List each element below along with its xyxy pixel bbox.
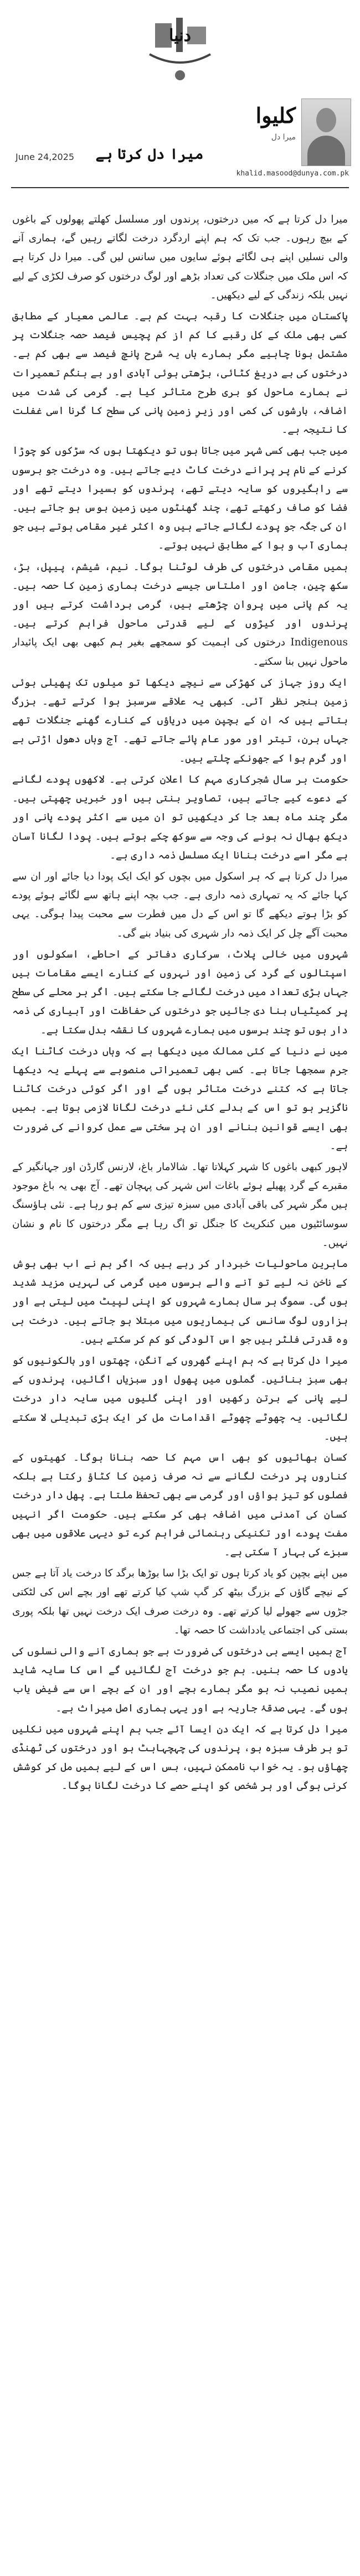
article-paragraph: میرا دل کرتا ہے کہ میں درختوں، پرندوں اور مسلسل کھلتے پھولوں کے باغوں کے بیچ رہوں۔ جب تک کہ ہم اپنے اردگرد درخت لگاتے رہیں گے، ہماری آنے والی نسلیں اپنے ہی لگائے ہوئے سایوں میں سانس لیں گی۔ میرا دل کرتا ہے کہ اس ملک میں جنگلات کی تعداد بڑھے اور لوگ درختوں کو صرف لکڑی کے لیے نہیں بلکہ زندگی کے لیے دیکھیں۔ <box>12 214 348 301</box>
article-headline: میرا دل کرتا ہے <box>95 146 204 163</box>
article-paragraph: لاہور کبھی باغوں کا شہر کہلاتا تھا۔ شالامار باغ، لارنس گارڈن اور جہانگیر کے مقبرے کے گرد پھیلے ہوئے باغات اس شہر کی پہچان تھے۔ آج بھی یہ باغ موجود ہیں مگر شہر کی باقی آبادی میں سبزہ تیزی سے کم ہو رہا ہے۔ نئی ہاؤسنگ سوسائٹیوں میں کنکریٹ کا جنگل تو اگ رہا ہے مگر درختوں کا نام و نشان نہیں۔ <box>12 1161 348 1249</box>
author-email[interactable]: khalid.masood@dunya.com.pk <box>236 169 349 178</box>
newspaper-logo-icon <box>133 4 227 87</box>
article-paragraph: ایک روز جہاز کی کھڑکی سے نیچے دیکھا تو میلوں تک پھیلی ہوئی زمین بنجر نظر آئی۔ کبھی یہ علاقے سرسبز ہوا کرتے تھے۔ بزرگ بتاتے ہیں کہ ان کے بچپن میں دریاؤں کے کنارے گھنے جنگلات تھے جہاں ہرن، تیتر اور مور عام پائے جاتے تھے۔ آج وہاں دھول اڑتی ہے اور گرم ہوا کے جھونکے چلتے ہیں۔ <box>12 676 348 764</box>
article-paragraph: ماہرینِ ماحولیات خبردار کر رہے ہیں کہ اگر ہم نے اب بھی ہوش کے ناخن نہ لیے تو آنے والے برسوں میں گرمی کی لہریں مزید شدید ہوں گی۔ سموگ ہر سال ہمارے شہروں کو اپنی لپیٹ میں لیتی ہے اور ہزاروں لوگ سانس کی بیماریوں میں مبتلا ہو جاتے ہیں۔ درخت ہی وہ قدرتی فلٹر ہیں جو اس آلودگی کو کم کر سکتے ہیں۔ <box>12 1258 348 1346</box>
article-paragraph: میں جب بھی کسی شہر میں جاتا ہوں تو دیکھتا ہوں کہ سڑکوں کو چوڑا کرنے کے نام پر پرانے درخت کاٹ دیے جاتے ہیں۔ وہ درخت جو برسوں سے راہگیروں کو سایہ دیتے تھے، پرندوں کو بسیرا دیتے تھے اور فضا کو صاف رکھتے تھے، چند گھنٹوں میں زمین بوس ہو جاتے ہیں۔ ان کی جگہ جو پودے لگائے جاتے ہیں وہ اکثر غیر مقامی ہوتے ہیں جو ہماری آب و ہوا کے مطابق نہیں ہوتے۔ <box>12 445 348 552</box>
logo-text: دنیا <box>169 26 191 45</box>
article-body <box>12 210 348 2568</box>
article-paragraph: کسان بھائیوں کو بھی اس مہم کا حصہ بنانا ہوگا۔ کھیتوں کے کناروں پر درخت لگانے سے نہ صرف زمین کا کٹاؤ رکتا ہے بلکہ فصلوں کو تیز ہواؤں اور گرمی سے بھی تحفظ ملتا ہے۔ پھل دار درخت کسان کی آمدنی میں اضافہ بھی کر سکتے ہیں۔ حکومت اگر انہیں مفت پودے اور تکنیکی رہنمائی فراہم کرے تو دیہی علاقوں میں بھی سبزے کی بہار آ سکتی ہے۔ <box>12 1452 348 1559</box>
article-paragraph: حکومت ہر سال شجرکاری مہم کا اعلان کرتی ہے۔ لاکھوں پودے لگانے کے دعوے کیے جاتے ہیں، تصاویر بنتی ہیں اور خبریں چھپتی ہیں۔ مگر چند ماہ بعد جا کر دیکھیں تو ان میں سے اکثر پودے پانی اور دیکھ بھال نہ ہونے کی وجہ سے سوکھ چکے ہوتے ہیں۔ پودا لگانا آسان ہے مگر اسے درخت بنانا ایک مسلسل ذمہ داری ہے۔ <box>12 773 348 861</box>
article-paragraph: میرا دل کرتا ہے کہ ایک دن ایسا آئے جب ہم اپنے شہروں میں نکلیں تو ہر طرف سبزہ ہو، پرندوں کی چہچہاہٹ ہو اور درختوں کی ٹھنڈی چھاؤں ہو۔ یہ خواب ناممکن نہیں، بس اس کے لیے ہمیں مل کر کوشش کرنی ہوگی اور ہر شخص کو اپنے حصے کا درخت لگانا ہوگا۔ <box>12 1723 348 1792</box>
article-paragraph: میرا دل کرتا ہے کہ ہر اسکول میں بچوں کو ایک ایک پودا دیا جائے اور ان سے کہا جائے کہ یہ تمہاری ذمہ داری ہے۔ جب بچہ اپنے ہاتھ سے لگائے ہوئے پودے کو بڑا ہوتے دیکھے گا تو اس کے دل میں فطرت سے محبت پیدا ہوگی۔ یہی محبت آگے چل کر ایک ذمہ دار شہری کی بنیاد بنے گی۔ <box>12 870 348 939</box>
author-head-shape <box>316 108 336 132</box>
masthead <box>0 0 360 94</box>
article-paragraph: میں اپنے بچپن کو یاد کرتا ہوں تو ایک بڑا سا بوڑھا برگد کا درخت یاد آتا ہے جس کے نیچے گاؤں کے بزرگ بیٹھ کر گپ شپ کیا کرتے تھے اور بچے اس کی لٹکتی جڑوں سے جھولے لیا کرتے تھے۔ وہ درخت صرف ایک درخت نہیں تھا بلکہ پوری بستی کی اجتماعی یادداشت کا حصہ تھا۔ <box>12 1568 348 1636</box>
article-paragraph: ہمیں مقامی درختوں کی طرف لوٹنا ہوگا۔ نیم، شیشم، پیپل، بڑ، سکھ چین، جامن اور املتاس جیسے درخت ہماری زمین کا حصہ ہیں۔ یہ کم پانی میں پروان چڑھتے ہیں، گرمی برداشت کرتے ہیں اور پرندوں اور کیڑوں کے لیے قدرتی ماحول فراہم کرتے ہیں۔ Indigenous درختوں کی اہمیت کو سمجھے بغیر ہم کبھی بھی ایک پائیدار ماحول نہیں بنا سکتے۔ <box>12 561 348 668</box>
article-paragraph: آج ہمیں ایسے ہی درختوں کی ضرورت ہے جو ہماری آنے والی نسلوں کی یادوں کا حصہ بنیں۔ ہم جو درخت آج لگائیں گے اس کا سایہ شاید ہمیں نصیب نہ ہو مگر ہمارے بچے اور ان کے بچے اس سے فیض یاب ہوں گے۔ یہی صدقۂ جاریہ ہے اور یہی ہماری اصل میراث ہے۔ <box>12 1646 348 1714</box>
column-header <box>0 99 360 204</box>
article-paragraph: میں نے دنیا کے کئی ممالک میں دیکھا ہے کہ وہاں درخت کاٹنا ایک جرم سمجھا جاتا ہے۔ کسی بھی تعمیراتی منصوبے سے پہلے یہ دیکھا جاتا ہے کہ کتنے درخت متاثر ہوں گے اور اگر کوئی درخت کاٹنا ناگزیر ہو تو اس کے بدلے کئی نئے درخت لگانا لازمی ہوتا ہے۔ ہمیں بھی ایسے قوانین بنانے اور ان پر سختی سے عمل کروانے کی ضرورت ہے۔ <box>12 1045 348 1152</box>
article-paragraph: پاکستان میں جنگلات کا رقبہ بہت کم ہے۔ عالمی معیار کے مطابق کسی بھی ملک کے کل رقبے کا کم از کم پچیس فیصد حصہ جنگلات پر مشتمل ہونا چاہیے مگر ہمارے ہاں یہ شرح پانچ فیصد سے بھی کم ہے۔ درختوں کی بے دریغ کٹائی، بڑھتی ہوئی آبادی اور بے ہنگم تعمیرات نے ہمارے ماحول کو بری طرح متاثر کیا ہے۔ گرمی کی شدت میں اضافہ، بارشوں کی کمی اور زیرِ زمین پانی کی سطح کا گرنا اسی غفلت کا نتیجہ ہے۔ <box>12 311 348 436</box>
header-divider <box>11 187 349 188</box>
article-paragraph: میرا دل کرتا ہے کہ ہم اپنے گھروں کے آنگن، چھتوں اور بالکونیوں کو بھی سبز بنائیں۔ گملوں میں پھول اور سبزیاں اگائیں، پرندوں کے لیے پانی کے برتن رکھیں اور اپنی گلیوں میں سایہ دار درخت لگائیں۔ یہ چھوٹے چھوٹے اقدامات مل کر ایک بڑی تبدیلی لا سکتے ہیں۔ <box>12 1354 348 1442</box>
author-shoulders-shape <box>307 136 345 165</box>
publish-date: June 24,2025 <box>16 152 75 162</box>
column-name: کلیوا <box>255 103 296 128</box>
article-paragraph: شہروں میں خالی پلاٹ، سرکاری دفاتر کے احاطے، اسکولوں اور اسپتالوں کے گرد کی زمین اور نہروں کے کنارے ایسے مقامات ہیں جہاں بڑی تعداد میں درخت لگائے جا سکتے ہیں۔ اگر ہر محلے کی سطح پر کمیٹیاں بنا دی جائیں جو درختوں کی حفاظت اور آبیاری کی ذمہ دار ہوں تو چند برسوں میں ہمارے شہروں کا نقشہ بدل سکتا ہے۔ <box>12 948 348 1036</box>
column-subtitle: میرا دل <box>271 133 296 142</box>
author-photo <box>301 99 351 166</box>
